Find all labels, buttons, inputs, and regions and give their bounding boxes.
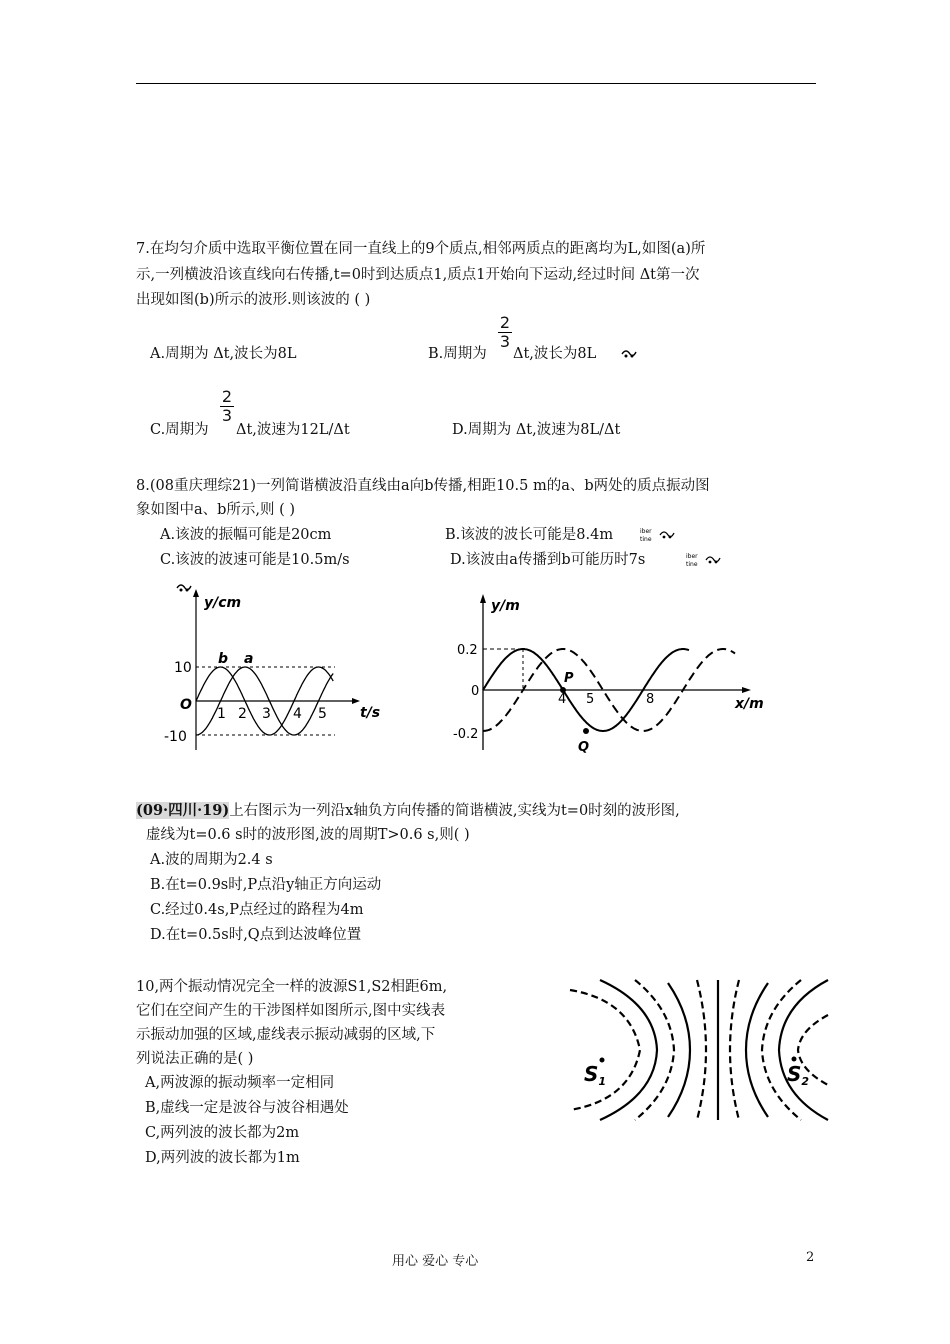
y-tick-10: 10: [174, 660, 192, 676]
q10-line3: 示振动加强的区域,虚线表示振动减弱的区域,下: [136, 1027, 436, 1043]
curve-b-label: b: [218, 651, 229, 667]
q7-option-c-suffix: Δt,波速为12L/Δt: [236, 422, 350, 438]
fraction-denominator: 3: [499, 332, 511, 351]
footer-motto: 用心 爱心 专心: [392, 1254, 479, 1269]
x-tick-4: 4: [293, 706, 302, 722]
y-tick-02: 0.2: [457, 643, 478, 658]
x-tick-5: 5: [318, 706, 327, 722]
y-tick-minus10: -10: [164, 729, 187, 745]
fraction-numerator: 2: [499, 313, 511, 332]
q10-option-a: A,两波源的振动频率一定相同: [145, 1075, 335, 1091]
q8-line1: 8.(08重庆理综21)一列简谐横波沿直线由a向b传播,相距10.5 m的a、b两处的质点振动图: [136, 478, 710, 494]
origin-label: O: [180, 697, 192, 713]
q7-option-c-fraction: [220, 388, 234, 425]
y-axis-arrow: [480, 594, 486, 603]
stray-glyph-icon: [620, 346, 638, 360]
q8-option-b: B.该波的波长可能是8.4m: [445, 527, 614, 543]
source-s1-label: $S_1$: [584, 1062, 607, 1088]
q9-option-b: B.在t=0.9s时,P点沿y轴正方向运动: [150, 877, 382, 893]
q8-option-a: A.该波的振幅可能是20cm: [160, 527, 332, 543]
q7-option-c-prefix: C.周期为: [150, 422, 209, 438]
svg-text:iber: iber: [686, 553, 698, 560]
q10-line4: 列说法正确的是( ): [136, 1051, 254, 1067]
stray-glyph-icon: [686, 551, 734, 569]
page-number: 2: [806, 1250, 815, 1265]
q7-line3: 出现如图(b)所示的波形.则该波的 ( ): [136, 292, 371, 308]
q10-interference-diagram: [560, 975, 830, 1125]
x-tick-5: 5: [586, 692, 595, 707]
svg-text:tine: tine: [686, 561, 698, 568]
stray-glyph-icon: [640, 526, 688, 544]
q9-option-a: A.波的周期为2.4 s: [150, 852, 273, 868]
point-q-label: Q: [578, 740, 590, 755]
x-tick-4: 4: [558, 692, 567, 707]
q7-option-b-suffix: Δt,波长为8L: [513, 346, 597, 362]
q7-option-a: A.周期为 Δt,波长为8L: [150, 346, 297, 362]
x-axis-arrow: [352, 698, 360, 704]
q9-line1: [136, 801, 680, 821]
fraction-numerator: 2: [221, 387, 233, 406]
q8-line2: 象如图中a、b所示,则 ( ): [136, 502, 296, 518]
x-tick-1: 1: [217, 706, 226, 722]
hyperbola-right-3: [779, 980, 828, 1120]
y-axis-label: y/cm: [204, 595, 242, 611]
q7-option-d: D.周期为 Δt,波速为8L/Δt: [452, 422, 621, 438]
q9-line2: 虚线为t=0.6 s时的波形图,波的周期T>0.6 s,则( ): [146, 827, 470, 843]
y-axis-label: y/m: [491, 598, 520, 614]
q10-option-d: D,两列波的波长都为1m: [145, 1150, 300, 1166]
q8-option-c: C.该波的波速可能是10.5m/s: [160, 552, 350, 568]
origin-label: 0: [471, 684, 480, 699]
q7-option-b-prefix: B.周期为: [428, 346, 487, 362]
q10-line2: 它们在空间产生的干涉图样如图所示,图中实线表: [136, 1003, 446, 1019]
hyperbola-left-0: [697, 980, 706, 1120]
q9-option-c: C.经过0.4s,P点经过的路程为4m: [150, 902, 364, 918]
q8-vibration-graph: [160, 585, 390, 760]
svg-text:tine: tine: [640, 536, 652, 543]
header-rule: [136, 83, 816, 84]
q8-option-d: D.该波由a传播到b可能历时7s: [450, 552, 646, 568]
source-s2-label: $S_2$: [787, 1062, 810, 1088]
q7-option-b-fraction: [498, 314, 512, 351]
q10-option-c: C,两列波的波长都为2m: [145, 1125, 300, 1141]
q9-option-d: D.在t=0.5s时,Q点到达波峰位置: [150, 927, 362, 943]
curve-a-label: a: [244, 651, 254, 667]
q7-line1: 7.在均匀介质中选取平衡位置在同一直线上的9个质点,相邻两质点的距离均为L,如图(a)所: [136, 241, 706, 257]
point-q: [583, 728, 589, 734]
hyperbola-right-0: [730, 980, 739, 1120]
q7-line2: 示,一列横波沿该直线向右传播,t=0时到达质点1,质点1开始向下运动,经过时间 Δt第一次: [136, 267, 700, 283]
source-s1-dot: [600, 1058, 605, 1063]
y-tick-minus02: -0.2: [453, 727, 479, 742]
hyperbola-left-1: [668, 983, 690, 1117]
svg-text:iber: iber: [640, 528, 652, 535]
x-tick-8: 8: [646, 692, 655, 707]
hyperbola-left-3: [600, 980, 657, 1120]
hyperbola-left-4: [570, 990, 640, 1110]
x-tick-2: 2: [238, 706, 247, 722]
x-axis-label: x/m: [735, 696, 764, 712]
hyperbola-right-2: [762, 980, 801, 1120]
q9-source-tag: (09·四川·19): [136, 802, 230, 819]
q9-line1-text: 上右图示为一列沿x轴负方向传播的简谐横波,实线为t=0时刻的波形图,: [229, 803, 680, 819]
q9-wave-graph: [445, 590, 765, 760]
q10-option-b: B,虚线一定是波谷与波谷相遇处: [145, 1100, 349, 1116]
hyperbola-left-2: [635, 980, 674, 1120]
point-p-label: P: [564, 671, 574, 686]
x-axis-label: t/s: [360, 705, 381, 721]
q10-line1: 10,两个振动情况完全一样的波源S1,S2相距6m,: [136, 979, 448, 995]
x-tick-3: 3: [262, 706, 271, 722]
source-s2-dot: [792, 1057, 797, 1062]
hyperbola-right-1: [746, 983, 768, 1117]
y-axis-arrow: [193, 589, 199, 597]
fraction-denominator: 3: [221, 406, 233, 425]
x-axis-arrow: [742, 687, 751, 693]
